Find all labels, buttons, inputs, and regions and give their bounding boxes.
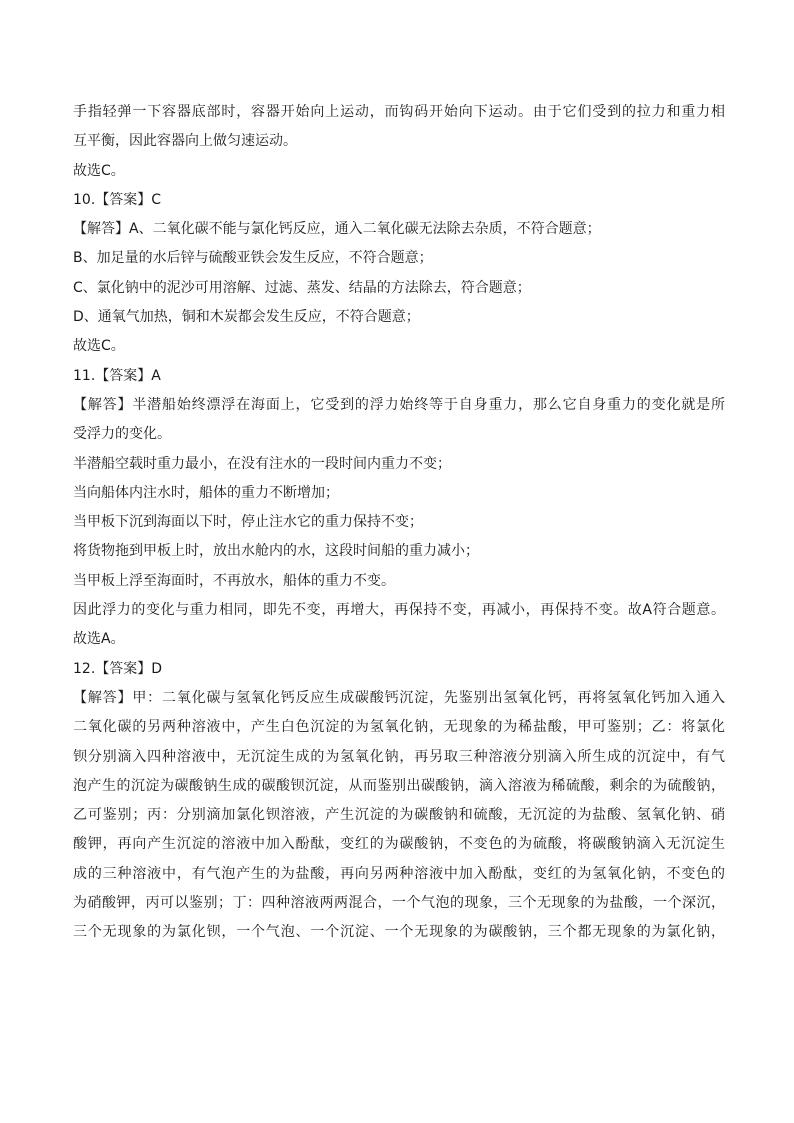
text-line: 半潜船空载时重力最小，在没有注水的一段时间内重力不变；	[73, 455, 451, 472]
text-line: 手指轻弹一下容器底部时，容器开始向上运动，而钩码开始向下运动。由于它们受到的拉力和重力相	[73, 104, 725, 120]
text-line: 三个无现象的为氯化钡，一个气泡、一个沉淀、一个无现象的为碳酸钠，三个都无现象的为氯化钠，	[73, 924, 725, 941]
conclusion-line: 故选A。	[73, 631, 125, 648]
text-line: 受浮力的变化。	[73, 426, 171, 443]
text-line: 乙可鉴别；丙：分别滴加氯化钡溶液，产生沉淀的为碳酸钠和硫酸，无沉淀的为盐酸、氢氧化钠、硝	[73, 807, 725, 824]
text-line: 互平衡，因此容器向上做匀速运动。	[73, 133, 297, 150]
text-line: 成的三种溶液中，有气泡产生的为盐酸，再向另两种溶液中加入酚酞，变红的为氢氧化钠，不变色的	[73, 865, 725, 882]
text-line: 当甲板下沉到海面以下时，停止注水它的重力保持不变；	[73, 514, 423, 531]
text-line: 为硝酸钾，丙可以鉴别；丁：四种溶液两两混合，一个气泡的现象，三个无现象的为盐酸，一个深沉，	[73, 895, 725, 912]
answer-heading-11: 11.【答案】A	[73, 367, 161, 384]
text-line: 二氧化碳的另两种溶液中，产生白色沉淀的为氢氧化钠，无现象的为稀盐酸，甲可鉴别；乙：将氯化	[73, 719, 725, 736]
text-line: B、加足量的水后锌与硫酸亚铁会发生反应，不符合题意；	[73, 250, 433, 267]
document-body	[73, 98, 725, 948]
text-line: D、通氧气加热，铜和木炭都会发生反应，不符合题意；	[73, 309, 420, 326]
text-line: C、氯化钠中的泥沙可用溶解、过滤、蒸发、结晶的方法除去，符合题意；	[73, 279, 531, 296]
conclusion-line: 故选C。	[73, 162, 125, 179]
text-line: 将货物拖到甲板上时，放出水舱内的水，这段时间船的重力减小；	[73, 543, 479, 560]
conclusion-line: 故选C。	[73, 338, 125, 355]
text-line: 酸钾，再向产生沉淀的溶液中加入酚酞，变红的为碳酸钠，不变色的为硫酸，将碳酸钠滴入无沉淀生	[73, 836, 725, 853]
text-line: 【解答】半潜船始终漂浮在海面上，它受到的浮力始终等于自身重力，那么它自身重力的变化就是所	[73, 396, 725, 413]
text-line: 泡产生的沉淀为碳酸钠生成的碳酸钡沉淀，从而鉴别出碳酸钠，滴入溶液为稀硫酸，剩余的为硫酸钠，	[73, 777, 725, 794]
text-line: 因此浮力的变化与重力相同，即先不变，再增大，再保持不变，再减小，再保持不变。故A符合题意。	[73, 602, 725, 619]
text-line: 钡分别滴入四种溶液中，无沉淀生成的为氢氧化钠，再另取三种溶液分别滴入所生成的沉淀中，有气	[73, 748, 725, 765]
text-line: 当甲板上浮至海面时，不再放水，船体的重力不变。	[73, 572, 395, 589]
text-line: 【解答】甲：二氧化碳与氢氧化钙反应生成碳酸钙沉淀，先鉴别出氢氧化钙，再将氢氧化钙加入通入	[73, 689, 725, 706]
answer-heading-10: 10.【答案】C	[73, 191, 162, 208]
text-line: 当向船体内注水时，船体的重力不断增加；	[73, 484, 339, 501]
answer-heading-12: 12.【答案】D	[73, 660, 163, 677]
text-line: 【解答】A、二氧化碳不能与氯化钙反应，通入二氧化碳无法除去杂质，不符合题意；	[73, 221, 601, 238]
